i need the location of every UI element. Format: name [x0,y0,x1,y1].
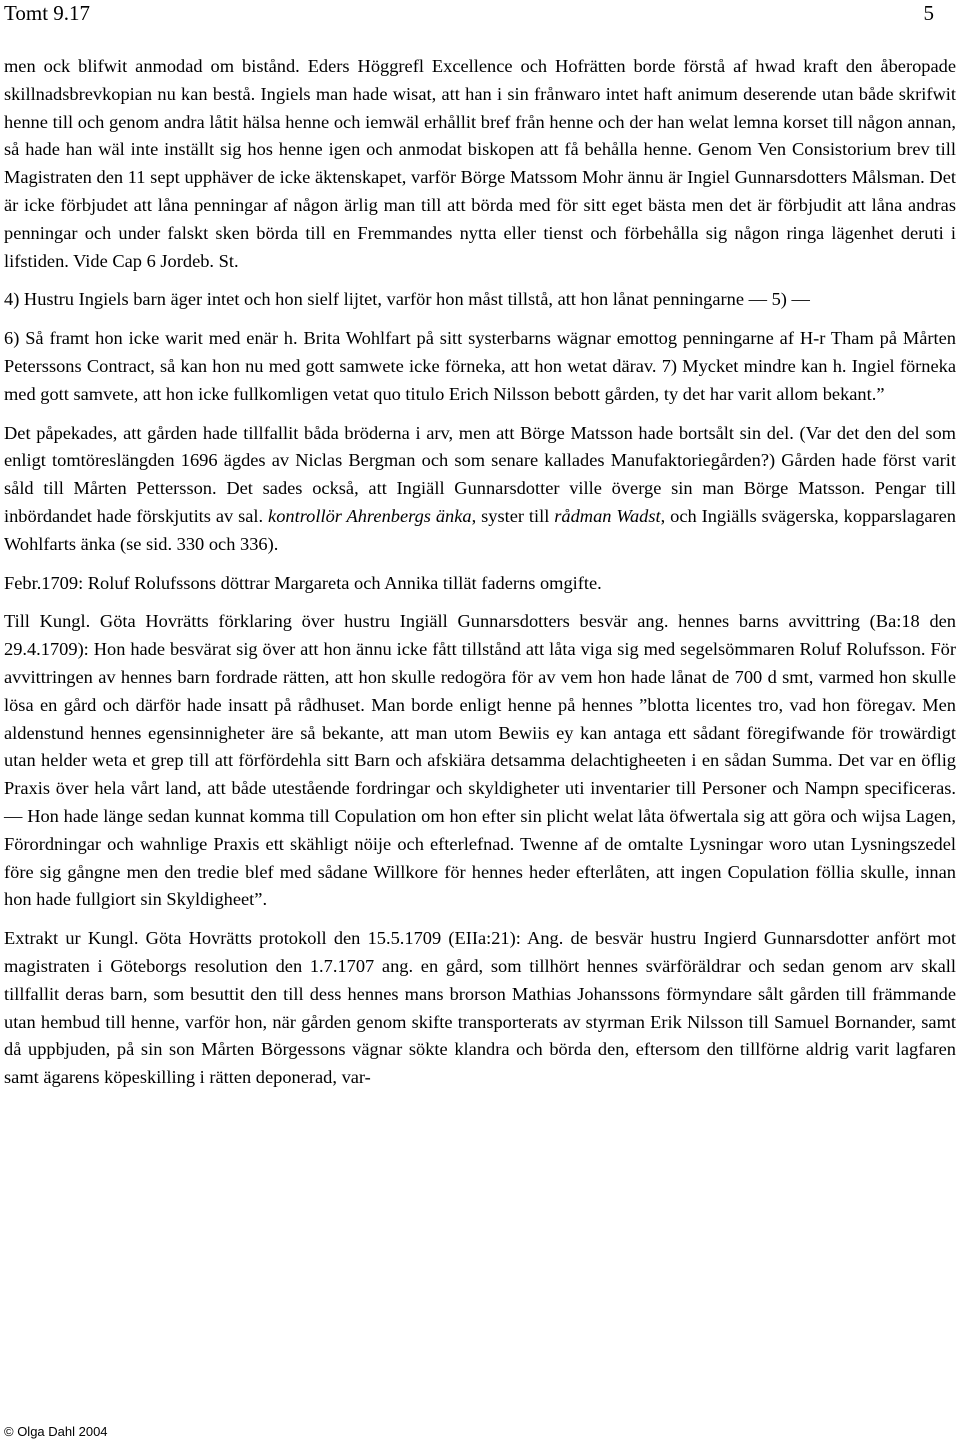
paragraph-2 [4,286,956,314]
paragraph-text: Till Kungl. Göta Hovrätts förklaring över hustru Ingiäll Gunnarsdotters besvär ang. hennes barns avvittring (Ba:18 den 29.4.1709): Hon hade besvärat sig över att hon ännu icke fått tillstånd att låta viga sig med segelsömmaren Roluf Rolufsson. För avvittringen av hennes barn fordrade rätten, att hon skulle redogöra för av vem hon hade lånat de 700 d smt, varmed hon skulle lösa en gård och därför hade insatt på rådhuset. Man borde enligt henne på hennes ”blotta licentes tro, vad hon föregav. Men aldenstund hennes egensinnigheter äre så bekante, att man utom Bewiis ey kan antaga ett sådant föregifwande för trowärdigt utan helder weta et grep till att förfördehla sitt Barn och afskiära detsamma delachtigheeten i en sådan Summa. Det var en öflig Praxis över hela vårt land, att både utestående fordringar och skyldigheter uti inventarier till Personer och Nampn specificeras. — Hon hade länge sedan kunnat komma till Copulation om hon efter sin plicht welat låta öfwertala sig att göra och wijsa Lagen, Förordningar och wahnlige Praxis ett skähligt nöije och efterlefnad. Twenne af de omtalte Lysningar woro utan Lysningszedel före sig gångne men den tredie blef med sådane Willkore för hennes heder efterlåten, att ingen Copulation föllia skulle, innan hon hade fullgiort sin Skyldigheet”. [4,611,956,910]
paragraph-7 [4,925,956,1092]
paragraph-text: , syster till [471,505,555,526]
paragraph-3 [4,325,956,408]
page-header [4,0,934,26]
paragraph-1 [4,53,956,275]
paragraph-text: men ock blifwit anmodad om bistånd. Eders Höggrefl Excellence och Hofrätten borde förstå af hwad kraft den åberopade skillnadsbrevkopian nu kan bestå. Ingiels man hade wisat, att han i sin frånwaro intet haft animum deserende utan både skrifwit henne till och genom andra låtit hälsa henne och iemwäl erhållit bref från henne och der han welat lemna korset till någon annan, så hade han wäl inte inställt sig hos henne igen och anmodat biskopen att få behålla henne. Genom Ven Consistorium brev till Magistraten den 11 sept upphäver de icke äktenskapet, varför Börge Matssom Mohr ännu är Ingiel Gunnarsdotters Målsman. Det är icke förbjudet att låna penningar af någon ärlig man till att börda med för sitt eget bästa men det är förbjudit att låna andras penningar och under falskt sken börda till en Fremmandes nytta eller tienst och förbehålla sig någon ringa lägenhet deruti i lifstiden. Vide Cap 6 Jordeb. St. [4,56,956,271]
paragraph-text: Febr.1709: Roluf Rolufssons döttrar Margareta och Annika tillät faderns omgifte. [4,572,602,593]
italic-name-wadst: rådman Wadst [554,505,661,526]
paragraph-text: Extrakt ur Kungl. Göta Hovrätts protokoll den 15.5.1709 (EIIa:21): Ang. de besvär hustru Ingierd Gunnarsdotter anfört mot magistraten i Göteborgs resolution den 1.7.1707 ang. en gård, som tillhört hennes svärföräldrar och sedan genom arv skall tillfallit deras barn, som besuttit den till dess hennes mans brorson Mathias Johanssons förmyndare sålt gården till främmande utan hembud till henne, varför hon, när gården genom skifte transporterats av styrman Erik Nilsson till Samuel Bornander, samt då uppbjuden, på sin son Mårten Börgessons vägnar sökte klandra och börda den, eftersom den tillförne aldrig varit lagfaren samt ägarens köpeskilling i rätten deponerad, var- [4,928,956,1088]
paragraph-6 [4,608,956,914]
italic-name-ahrenberg: kontrollör Ahrenbergs änka [268,505,472,526]
paragraph-text: , och Ingiälls svägerska, kopparslagaren Wohlfarts änka (se sid. 330 och 336). [4,505,956,554]
copyright-footer: © Olga Dahl 2004 [4,1424,108,1439]
paragraph-4 [4,420,956,559]
page-header-title: Tomt 9.17 [4,1,91,25]
paragraph-text: 6) Så framt hon icke warit med enär h. Brita Wohlfart på sitt systerbarns wägnar emottog penningarne af H-r Tham på Mårten Peterssons Contract, så kan hon nu med gott samwete icke förneka, att hon wetat därav. 7) Mycket mindre kan h. Ingiel förneka med gott samvete, att hon icke fullkomligen vetat quo titulo Erich Nilsson bebott gården, ty det har varit allom bekant.” [4,328,956,404]
page-number: 5 [923,1,934,25]
paragraph-5 [4,570,956,598]
paragraph-text: 4) Hustru Ingiels barn äger intet och hon sielf lijtet, varför hon måst tillstå, att hon lånat penningarne — 5) — [4,289,810,310]
document-body [4,53,956,1103]
paragraph-text: Det påpekades, att gården hade tillfallit båda bröderna i arv, men att Börge Matsson hade bortsålt sin del. (Var det den del som enligt tomtöreslängden 1696 ägdes av Niclas Bergman och som senare kallades Manufaktoriegården?) Gården hade först varit såld till Mårten Pettersson. Det sades också, att Ingiäll Gunnarsdotter ville överge sin man Börge Matsson. Pengar till inbördandet hade förskjutits av sal. [4,422,956,526]
